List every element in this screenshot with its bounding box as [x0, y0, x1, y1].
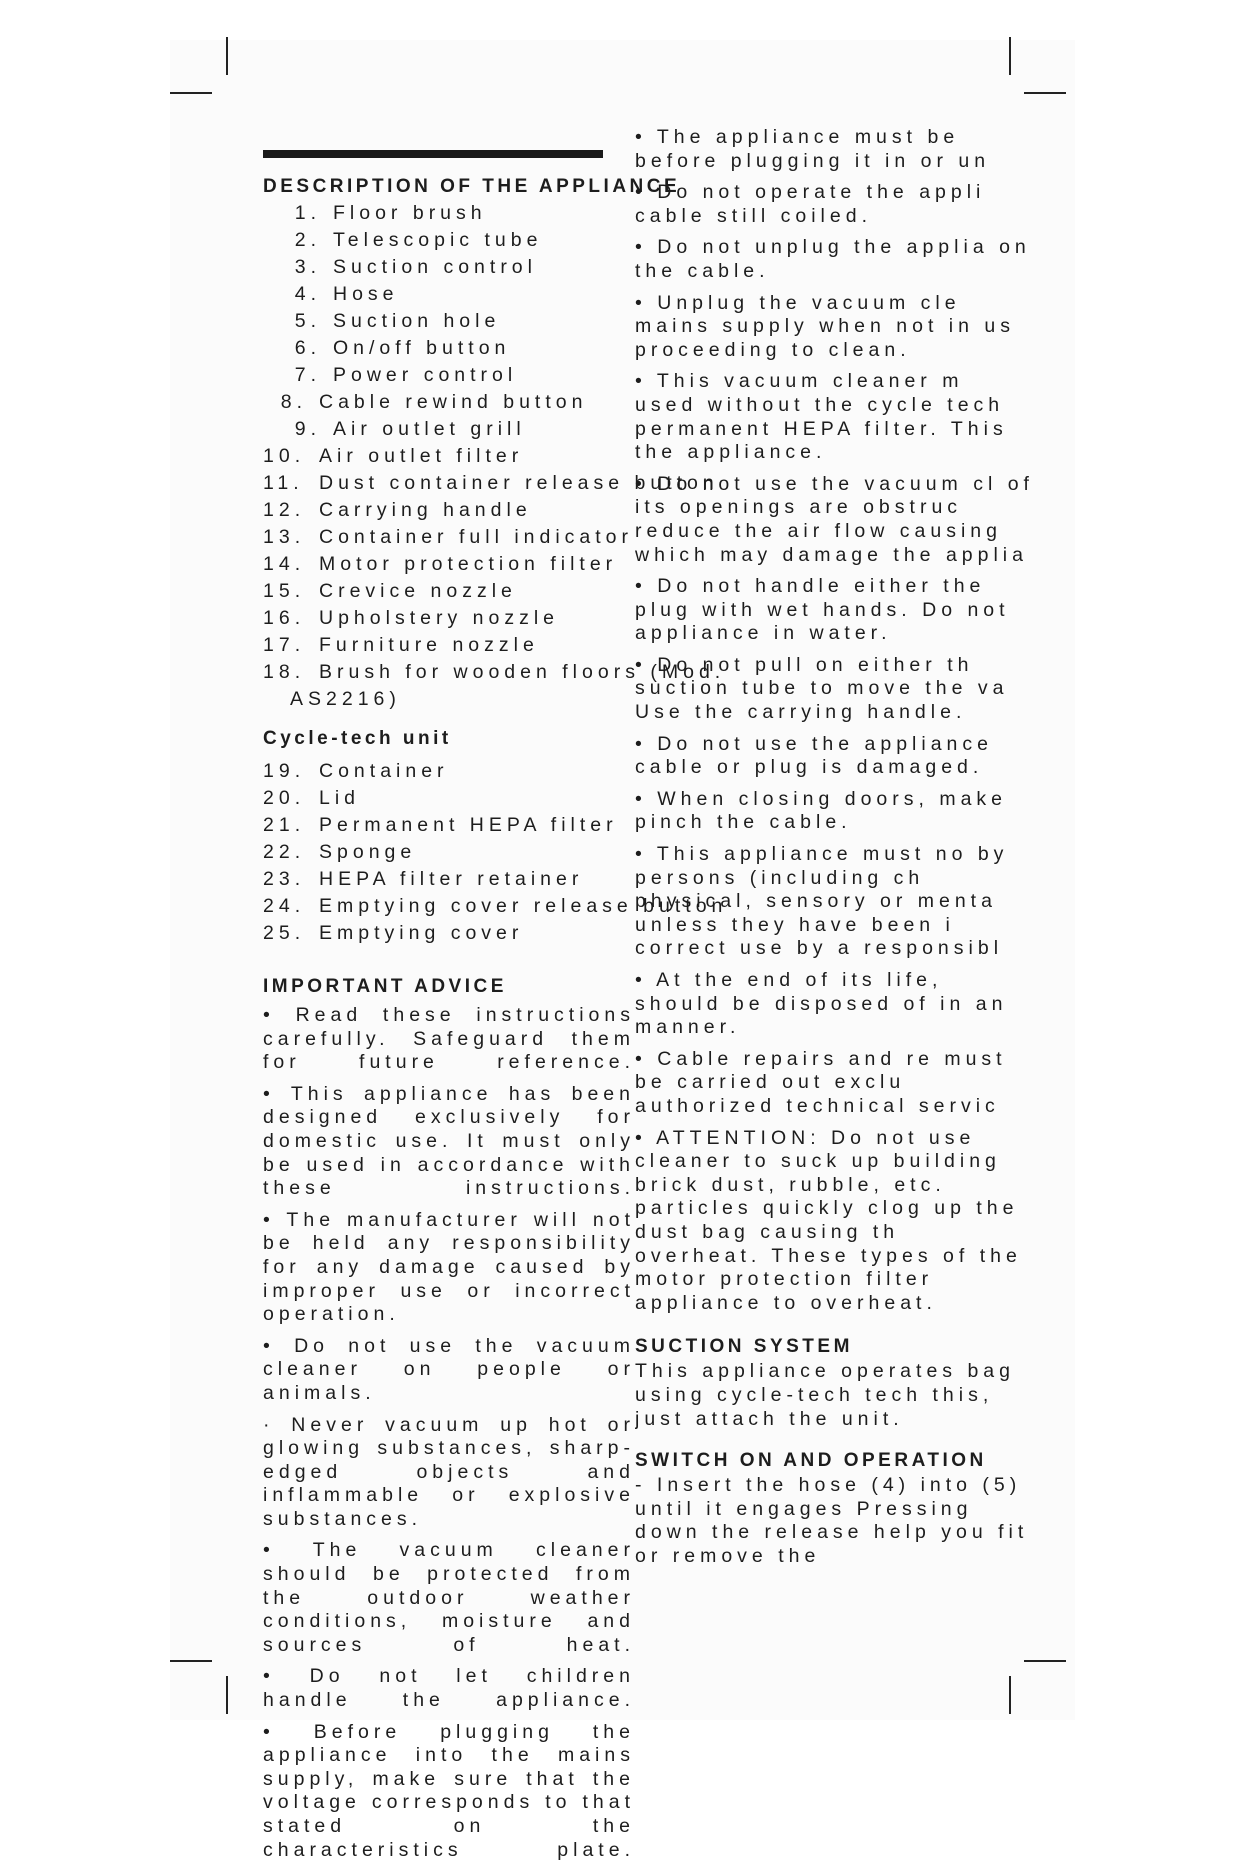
advice-paragraph: • When closing doors, make pinch the cable. [635, 787, 1008, 834]
advice-paragraph: • The manufacturer will not be held any responsibility for any damage caused by improper use or incorrect operation. [263, 1208, 635, 1326]
list-item: 13. Container full indicator [263, 526, 634, 548]
list-item: 3. Suction control [294, 256, 537, 278]
list-item: 10. Air outlet filter [263, 445, 524, 467]
list-item: 9. Air outlet grill [294, 418, 526, 440]
suction-paragraph: This appliance operates bag using cycle-tech tech this, just attach the unit. [635, 1360, 1015, 1430]
crop-mark-bottom-left-horizontal [170, 1660, 212, 1662]
cycle-tech-heading: Cycle-tech unit [263, 728, 452, 749]
advice-paragraph: • Do not use the appliance cable or plug is damaged. [635, 732, 993, 779]
list-item: 15. Crevice nozzle [263, 580, 517, 602]
switch-on-heading: SWITCH ON AND OPERATION [635, 1450, 987, 1472]
crop-mark-top-left-horizontal [170, 92, 212, 94]
right-column-clip [635, 100, 1035, 1660]
advice-paragraph: • Do not use the vacuum cl of its openings are obstruc reduce the air flow causing which may damage the applia [635, 472, 1034, 566]
list-item: 24. Emptying cover release button [263, 895, 728, 917]
advice-paragraph: • Do not use the vacuum cleaner on people or animals. [263, 1334, 635, 1404]
suction-system-heading: SUCTION SYSTEM [635, 1336, 853, 1358]
advice-paragraph: • This vacuum cleaner m used without the cycle tech permanent HEPA filter. This the appliance. [635, 370, 1008, 464]
important-advice-heading: IMPORTANT ADVICE [263, 976, 507, 997]
advice-paragraph: • At the end of its life, should be disposed of in an manner. [635, 969, 1008, 1039]
list-item: 2. Telescopic tube [294, 229, 543, 251]
advice-paragraph: • Do not operate the appli cable still coiled. [635, 181, 986, 227]
list-item: 4. Hose [294, 283, 399, 305]
list-item: 17. Furniture nozzle [263, 634, 539, 656]
list-item: 1. Floor brush [294, 202, 487, 224]
list-item: 6. On/off button [294, 337, 511, 359]
crop-mark-bottom-right-horizontal [1024, 1660, 1066, 1662]
list-item: 25. Emptying cover [263, 922, 524, 944]
list-item: 7. Power control [294, 364, 518, 386]
advice-paragraph: • Do not let children handle the appliance. [263, 1665, 635, 1712]
crop-mark-bottom-right-vertical [1009, 1676, 1011, 1714]
switch-paragraph: - Insert the hose (4) into (5) until it engages Pressing down the release help you fit or remove the [635, 1474, 1029, 1567]
advice-paragraph: • Before plugging the appliance into the mains supply, make sure that the voltage corresponds to that stated on the characteristics plate. [263, 1720, 635, 1861]
list-item: 19. Container [263, 760, 449, 782]
advice-paragraph: • Do not pull on either th suction tube to move the va Use the carrying handle. [635, 653, 1009, 724]
list-item: 20. Lid [263, 787, 361, 809]
crop-mark-top-right-vertical [1009, 37, 1011, 75]
crop-mark-top-left-vertical [226, 37, 228, 75]
advice-paragraph: • This appliance has been designed exclusively for domestic use. It must only be used in accordance with these instructions. [263, 1082, 635, 1200]
list-item: 5. Suction hole [294, 310, 501, 332]
crop-mark-top-right-horizontal [1024, 92, 1066, 94]
advice-paragraph: • Cable repairs and re must be carried out exclu authorized technical servic [635, 1047, 1007, 1117]
list-item: 14. Motor protection filter [263, 553, 618, 575]
section-rule [263, 150, 603, 158]
advice-paragraph: • Unplug the vacuum cle mains supply when not in us proceeding to clean. [635, 291, 1015, 361]
description-heading: DESCRIPTION OF THE APPLIANCE [263, 176, 681, 197]
right-column [635, 126, 1035, 1576]
advice-paragraph: • Do not unplug the applia on the cable. [635, 236, 1031, 282]
list-item: 22. Sponge [263, 841, 417, 863]
advice-paragraph: • ATTENTION: Do not use cleaner to suck up building brick dust, rubble, etc. particles quickly clog up the dust bag causing th overheat. These types of the motor protection filter appliance to overheat. [635, 1126, 1022, 1314]
list-item: 11. Dust container release button [263, 472, 719, 494]
cycle-parts-list [263, 758, 728, 947]
parts-list [263, 200, 726, 713]
advice-paragraph: • This appliance must no by persons (including ch physical, sensory or menta unless they have been i correct use by a responsibl [635, 843, 1009, 960]
advice-paragraph: • Read these instructions carefully. Safeguard them for future reference. [263, 1004, 635, 1074]
list-item: 8. Cable rewind button [280, 391, 588, 413]
crop-mark-bottom-left-vertical [226, 1676, 228, 1714]
list-item: 16. Upholstery nozzle [263, 607, 559, 629]
list-item: 21. Permanent HEPA filter [263, 814, 618, 836]
list-item: 18. Brush for wooden floors (Mod. [263, 661, 726, 683]
left-column [263, 173, 728, 1870]
advice-paragraph: • Do not handle either the plug with wet hands. Do not appliance in water. [635, 575, 1010, 645]
list-item-continuation: AS2216) [290, 688, 401, 710]
advice-paragraph: · Never vacuum up hot or glowing substances, sharp-edged objects and inflammable or explosive substances. [263, 1413, 635, 1530]
advice-paragraph: • The vacuum cleaner should be protected from the outdoor weather conditions, moisture and sources of heat. [263, 1539, 635, 1656]
list-item: 12. Carrying handle [263, 499, 532, 521]
list-item: 23. HEPA filter retainer [263, 868, 584, 890]
advice-paragraph: • The appliance must be before plugging it in or un [635, 126, 991, 172]
